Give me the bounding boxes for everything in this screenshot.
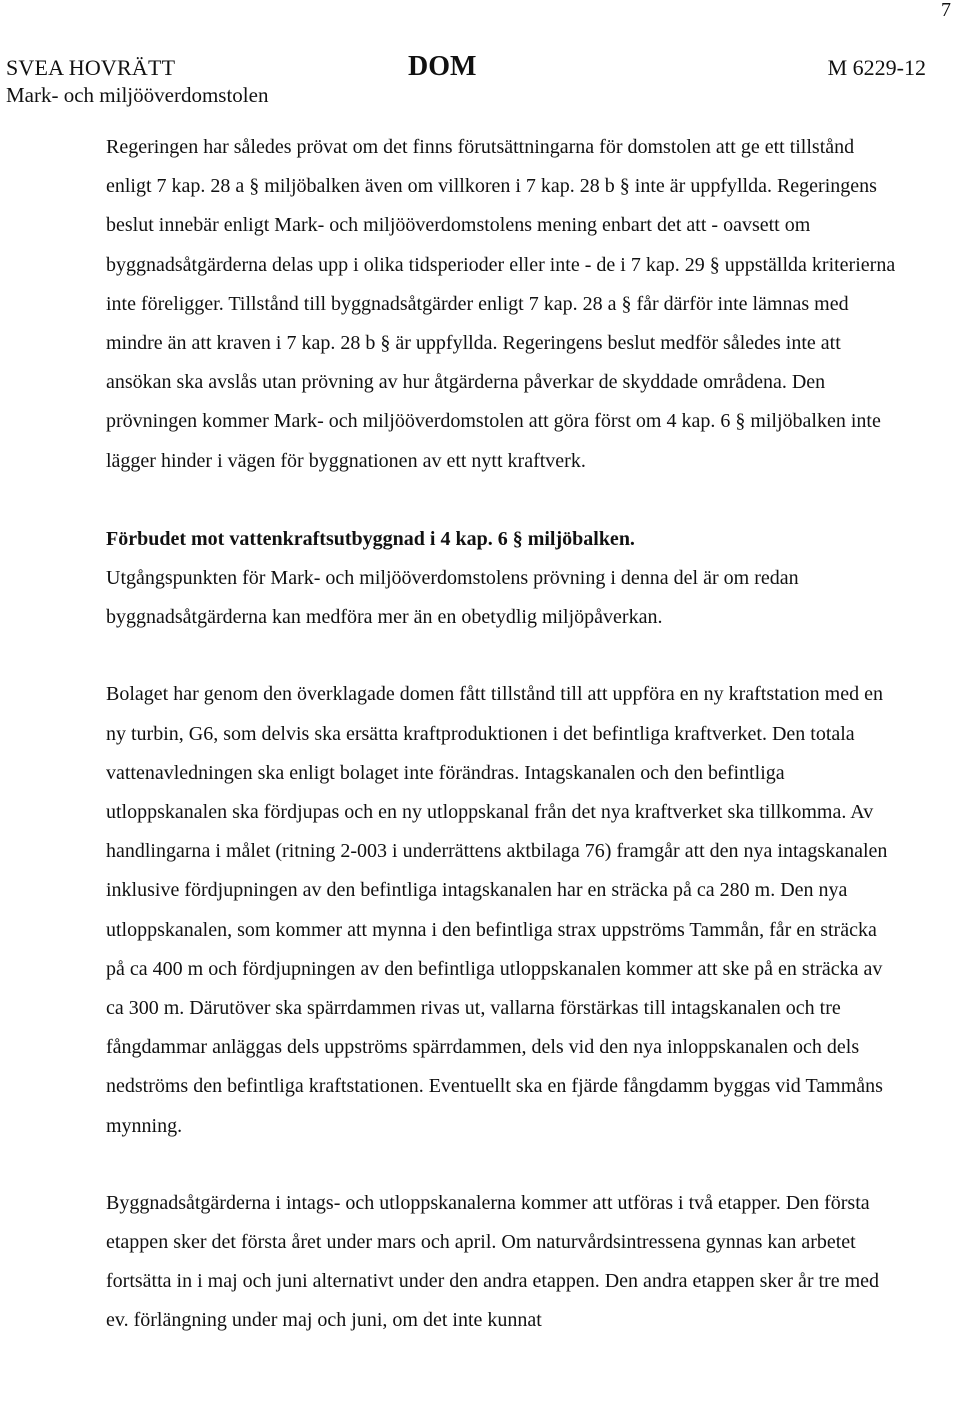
- case-number: M 6229-12: [827, 55, 926, 80]
- court-name: SVEA HOVRÄTT: [6, 55, 176, 80]
- document-type: DOM: [408, 51, 477, 82]
- paragraph-construction-stages: Byggnadsåtgärderna i intags- och utloppskanalerna kommer att utföras i två etapper. Den första etappen sker det första året under mars och april. Om naturvårdsintressena gynnas kan arbetet fortsätta in i maj och juni alternativt under den andra etappen. Den andra etappen sker år tre med ev. förlängning under maj och juni, om det inte kunnat: [106, 1191, 880, 1332]
- section-heading: Förbudet mot vattenkraftsutbyggnad i 4 kap. 6 § miljöbalken.: [106, 527, 635, 550]
- paragraph-government-review: Regeringen har således prövat om det finns förutsättningarna för domstolen att ge ett tillstånd enligt 7 kap. 28 a § miljöbalken även om villkoren i 7 kap. 28 b § inte är uppfyllda. Regeringens beslut innebär enligt Mark- och miljööverdomstolens mening enbart det att - oavsett om byggnadsåtgärderna delas upp i olika tidsperioder eller inte - de i 7 kap. 29 § uppställda kriterierna inte föreligger. Tillstånd till byggnadsåtgärder enligt 7 kap. 28 a § får därför inte lämnas med mindre än att kraven i 7 kap. 28 b § är uppfyllda. Regeringens beslut medför således inte att ansökan ska avslås utan prövning av hur åtgärderna påverkar de skyddade områdena. Den prövningen kommer Mark- och miljööverdomstolen att göra först om 4 kap. 6 § miljöbalken inte lägger hinder i vägen för byggnationen av ett nytt kraftverk.: [106, 136, 896, 472]
- paragraph-starting-point: Utgångspunkten för Mark- och miljööverdomstolens prövning i denna del är om redan byggnadsåtgärderna kan medföra mer än en obetydlig miljöpåverkan.: [106, 567, 799, 629]
- document-body: [106, 128, 896, 1341]
- paragraph-construction-details: Bolaget har genom den överklagade domen fått tillstånd till att uppföra en ny kraftstation med en ny turbin, G6, som delvis ska ersätta kraftproduktionen i det befintliga kraftverket. Den totala vattenavledningen ska enligt bolaget inte förändras. Intagskanalen och den befintliga utloppskanalen ska fördjupas och en ny utloppskanal från det nya kraftverket ska tillkomma. Av handlingarna i målet (ritning 2-003 i underrättens aktbilaga 76) framgår att den nya intagskanalen inklusive fördjupningen av den befintliga intagskanalen har en sträcka på ca 280 m. Den nya utloppskanalen, som kommer att mynna i den befintliga strax uppströms Tammån, får en sträcka på ca 400 m och fördjupningen av den befintliga utloppskanalen kommer att ske på en sträcka av ca 300 m. Därutöver ska spärrdammen rivas ut, vallarna förstärkas till intagskanalen och tre fångdammar anläggas dels uppströms spärrdammen, dels vid den nya inloppskanalen och dels nedströms den befintliga kraftstationen. Eventuellt ska en fjärde fångdamm byggas vid Tammåns mynning.: [106, 683, 888, 1137]
- court-division: Mark- och miljööverdomstolen: [6, 83, 269, 107]
- document-header: [6, 51, 926, 111]
- page-number: 7: [941, 0, 951, 21]
